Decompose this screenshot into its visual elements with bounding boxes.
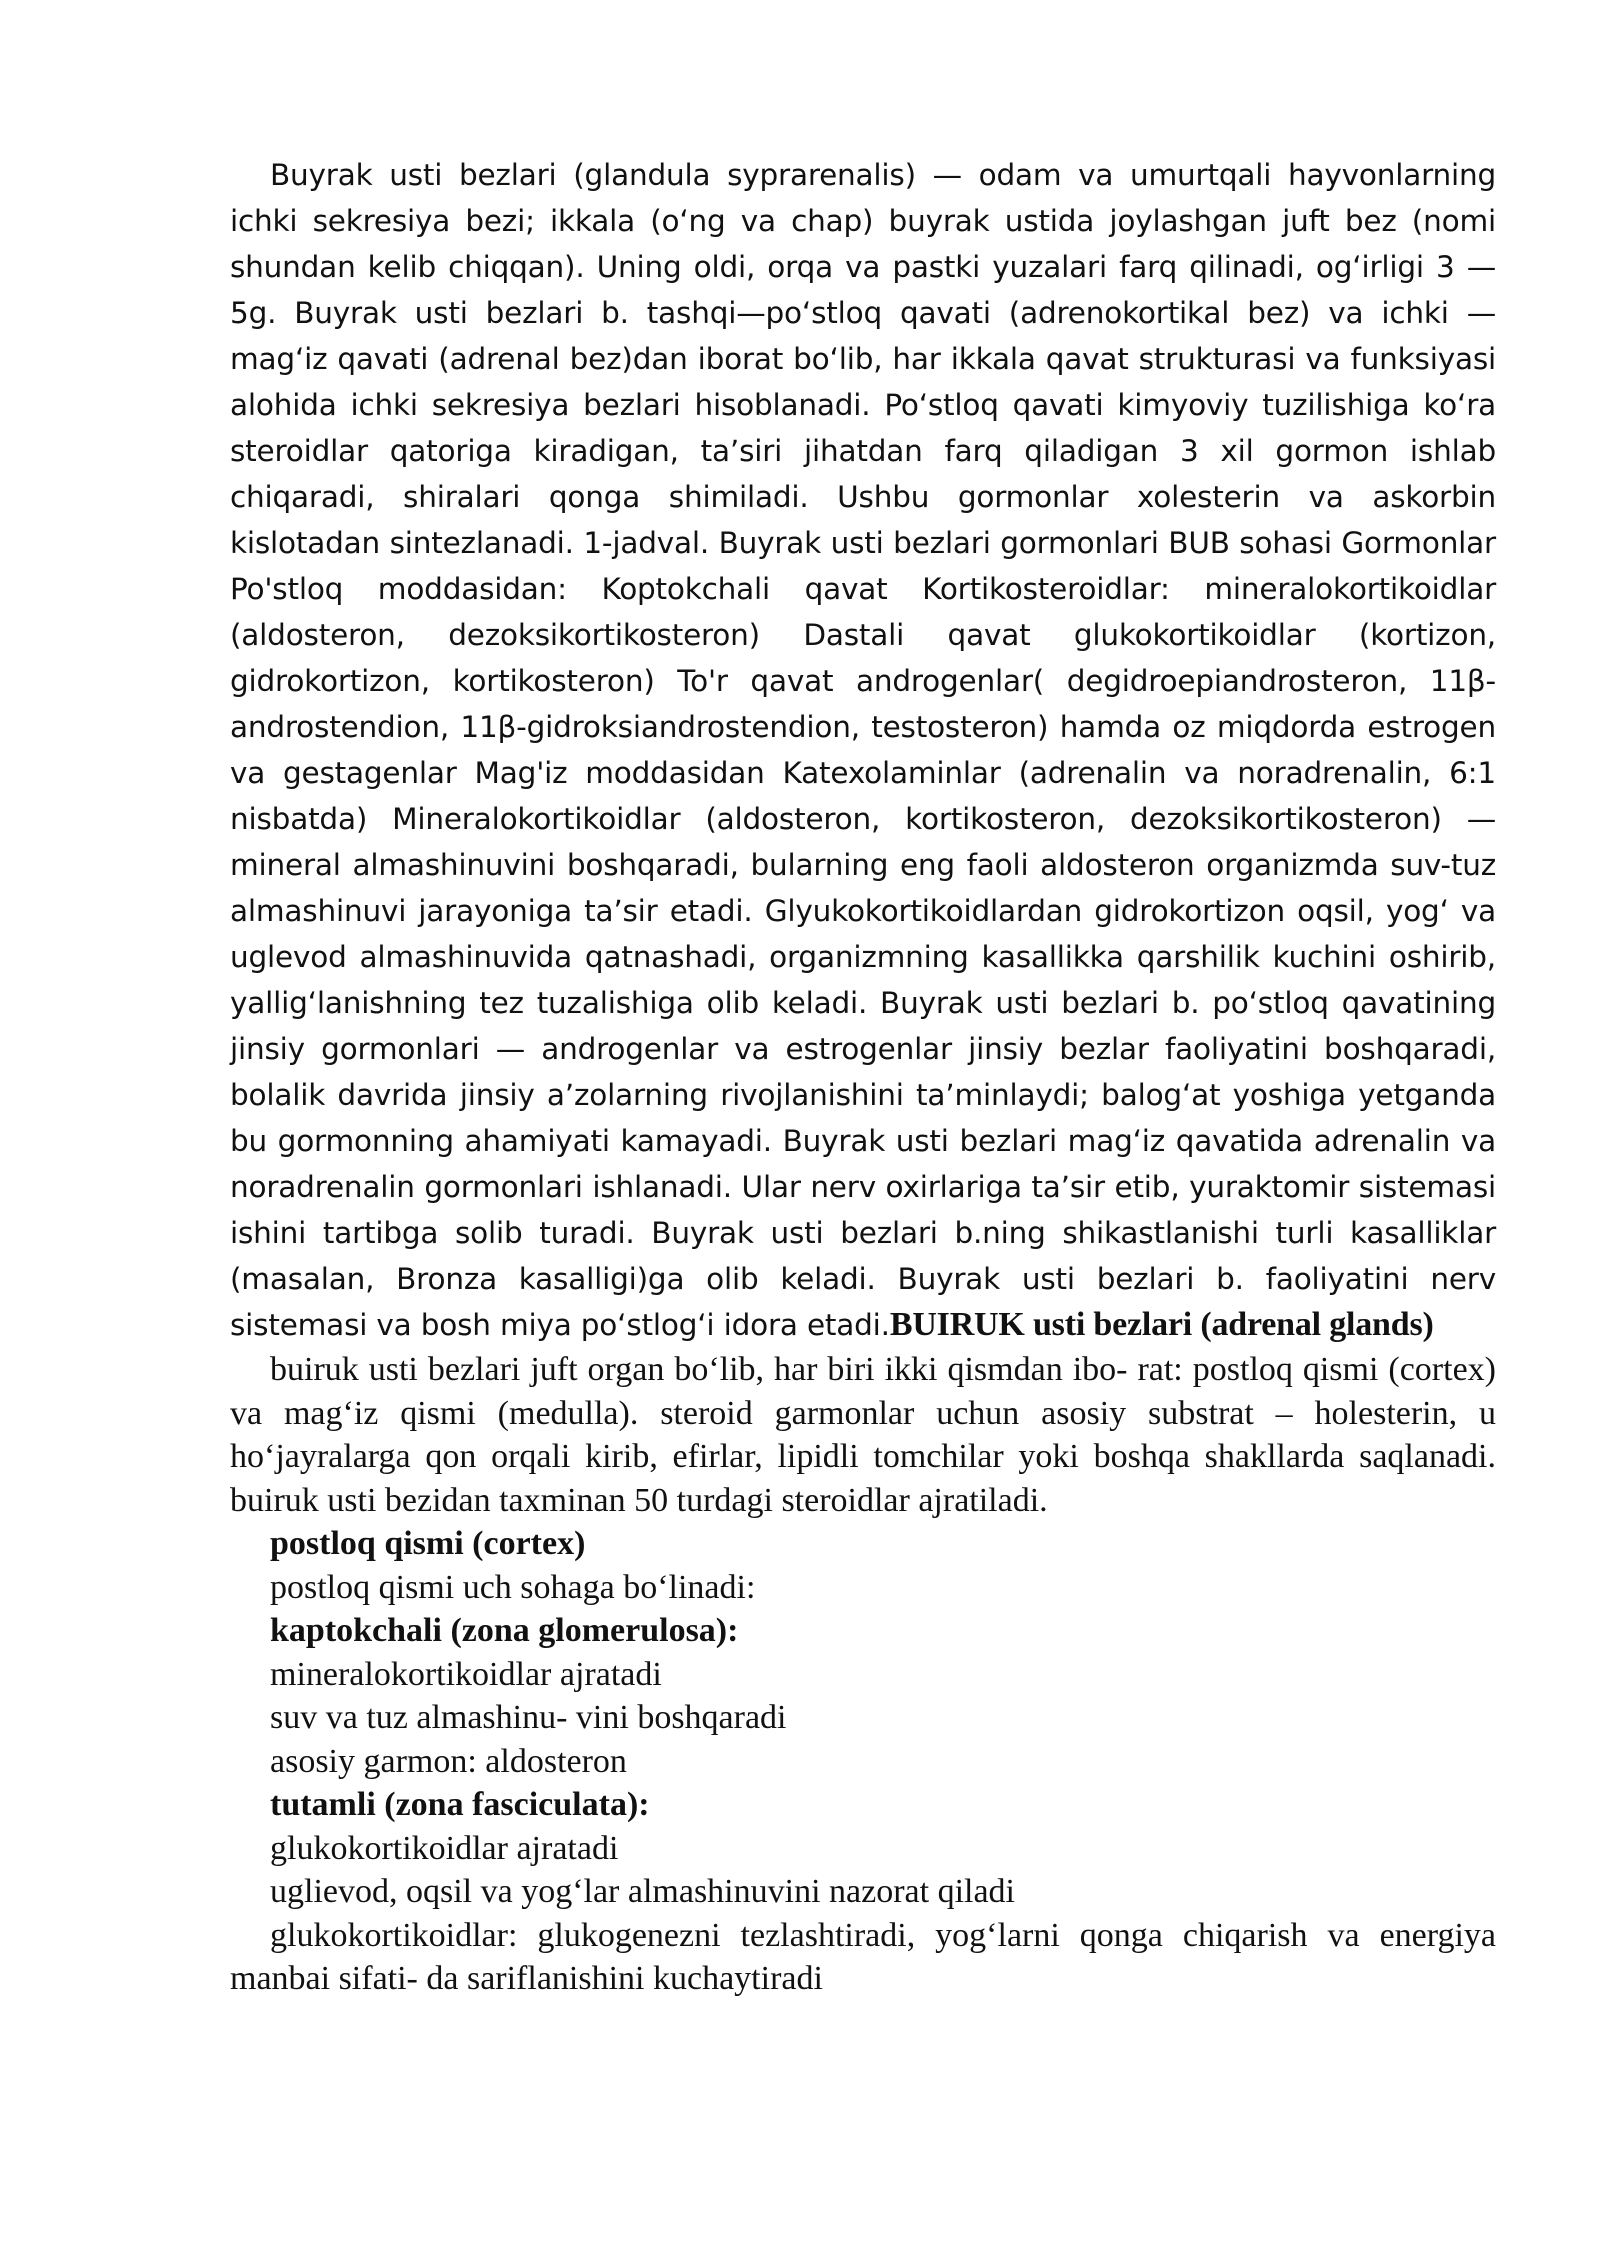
body-paragraph-intro [230, 152, 1496, 1348]
text-line-metabolism: uglievod, oqsil va yog‘lar almashinuvini nazorat qiladi [270, 1873, 1015, 1910]
text-line-cortex-zones: postloq qismi uch sohaga bo‘linadi: [270, 1568, 756, 1606]
text-line-mineralocorticoids: mineralokortikoidlar ajratadi [270, 1655, 662, 1693]
body-paragraph-overview: buiruk usti bezlari juft organ bo‘lib, har biri ikki qismdan ibo- rat: postloq qismi (cortex) va mag‘iz qismi (medulla). steroid garmonlar uchun asosiy substrat – holesterin, u ho‘jayralarga qon orqali kirib, efirlar, lipidli tomchilar yoki boshqa shakllarda saqlanadi. buiruk usti bezidan taxminan 50 turdagi steroidlar ajratiladi. [230, 1351, 1496, 1519]
text-line-aldosterone: asosiy garmon: aldosteron [270, 1742, 627, 1780]
text-line-water-salt: suv va tuz almashinu- vini boshqaradi [270, 1699, 787, 1736]
body-paragraph-glucocorticoids: glukokortikoidlar: glukogenezni tezlashtiradi, yog‘larni qonga chiqarish va energiya manbai sifati- da sariflanishini kuchaytiradi [230, 1916, 1496, 1997]
intro-text: Buyrak usti bezlari (glandula syprarenalis) — odam va umurtqali hayvonlarning ichki sekresiya bezi; ikkala (oʻng va chap) buyrak ustida joylashgan juft bez (nomi shundan kelib chiqqan). Uning oldi, orqa va pastki yuzalari farq qilinadi, ogʻirligi 3 — 5g. Buyrak usti bezlari b. tashqi—poʻstloq qavati (adrenokortikal bez) va ichki — magʻiz qavati (adrenal bez)dan iborat boʻlib, har ikkala qavat strukturasi va funksiyasi alohida ichki sekresiya bezlari hisoblanadi. Poʻstloq qavati kimyoviy tuzilishiga koʻra steroidlar qatoriga kiradigan, taʼsiri jihatdan farq qiladigan 3 xil gormon ishlab chiqaradi, shiralari qonga shimiladi. Ushbu gormonlar xolesterin va askorbin kislotadan sintezlanadi. 1-jadval. Buyrak usti bezlari gormonlari BUB sohasi Gormonlar Po'stloq moddasidan: Koptokchali qavat Kortikosteroidlar: mineralokortikoidlar (aldosteron, dezoksikortikosteron) Dastali qavat glukokortikoidlar (kortizon, gidrokortizon, kortikosteron) To'r qavat androgenlar( degidroepiandrosteron, 11β-androstendion, 11β-gidroksiandrostendion, testosteron) hamda oz miqdorda estrogen va gestagenlar Mag'iz moddasidan Katexolaminlar (adrenalin va noradrenalin, 6:1 nisbatda) Mineralokortikoidlar (aldosteron, kortikosteron, dezoksikortikosteron) — mineral almashinuvini boshqaradi, bularning eng faoli aldosteron organizmda suv-tuz almashinuvi jarayoniga taʼsir etadi. Glyukokortikoidlardan gidrokortizon oqsil, yogʻ va uglevod almashinuvida qatnashadi, organizmning kasallikka qarshilik kuchini oshirib, yalligʻlanishning tez tuzalishiga olib keladi. Buyrak usti bezlari b. poʻstloq qavatining jinsiy gormonlari — androgenlar va estrogenlar jinsiy bezlar faoliyatini boshqaradi, bolalik davrida jinsiy aʼzolarning rivojlanishini taʼminlaydi; balogʻat yoshiga yetganda bu gormonning ahamiyati kamayadi. Buyrak usti bezlari magʻiz qavatida adrenalin va noradrenalin gormonlari ishlanadi. Ular nerv oxirlariga taʼsir etib, yuraktomir sistemasi ishini tartibga solib turadi. Buyrak usti bezlari b.ning shikastlanishi turli kasalliklar (masalan, Bronza kasalligi)ga olib keladi. Buyrak usti bezlari b. faoliyatini nerv sistemasi va bosh miya poʻstlogʻi idora etadi. [230, 158, 1496, 1342]
subheading-zona-glomerulosa: kaptokchali (zona glomerulosa): [270, 1612, 739, 1649]
subheading-zona-fasciculata: tutamli (zona fasciculata): [270, 1786, 650, 1823]
subheading-cortex: postloq qismi (cortex) [270, 1525, 586, 1562]
section-heading-adrenal-glands: BUIRUK usti bezlari (adrenal glands) [889, 1306, 1434, 1343]
text-line-glucocorticoids: glukokortikoidlar ajratadi [270, 1829, 619, 1867]
document-page [230, 152, 1496, 2001]
